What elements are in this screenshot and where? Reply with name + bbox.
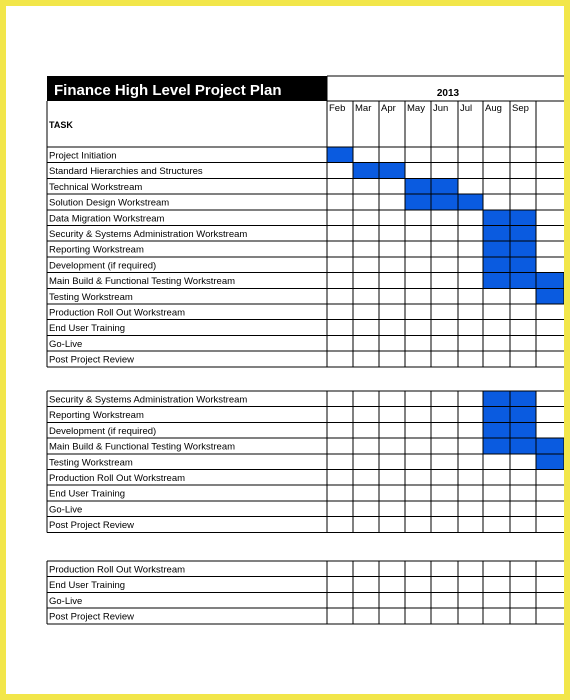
gantt-bar bbox=[510, 257, 536, 273]
month-header: Apr bbox=[381, 103, 396, 114]
gantt-bar bbox=[327, 147, 353, 163]
gantt-bar bbox=[536, 288, 564, 304]
task-label: Testing Workstream bbox=[49, 291, 133, 303]
task-label: Main Build & Functional Testing Workstream bbox=[49, 441, 236, 453]
task-label: Data Migration Workstream bbox=[49, 213, 165, 225]
gantt-bar bbox=[431, 194, 458, 210]
task-label: Reporting Workstream bbox=[49, 244, 144, 256]
gantt-bar bbox=[510, 391, 536, 407]
task-label: Production Roll Out Workstream bbox=[49, 307, 186, 319]
grid-lines bbox=[47, 76, 564, 624]
gantt-bar bbox=[405, 178, 431, 194]
gantt-bar bbox=[483, 210, 510, 226]
gantt-bar bbox=[483, 407, 510, 423]
task-label: Standard Hierarchies and Structures bbox=[49, 166, 203, 178]
month-header: Sep bbox=[512, 103, 529, 114]
gantt-bar bbox=[483, 391, 510, 407]
task-label: Testing Workstream bbox=[49, 457, 133, 469]
month-header: Mar bbox=[355, 103, 372, 114]
month-header: Feb bbox=[329, 103, 346, 114]
task-label: Project Initiation bbox=[49, 150, 117, 162]
gantt-bar bbox=[510, 241, 536, 257]
task-label: Security & Systems Administration Workstream bbox=[49, 229, 248, 240]
gantt-bar bbox=[483, 273, 510, 289]
gantt-bar bbox=[458, 194, 483, 210]
task-rows bbox=[49, 151, 247, 623]
gantt-bar bbox=[483, 438, 510, 454]
gantt-chart bbox=[6, 6, 564, 694]
gantt-bar bbox=[379, 163, 405, 179]
task-label: Security & Systems Administration Workstream bbox=[49, 394, 248, 406]
gantt-bar bbox=[536, 273, 564, 289]
month-header: Jul bbox=[460, 103, 473, 114]
task-label: Post Project Review bbox=[49, 354, 135, 366]
gantt-bar bbox=[483, 257, 510, 273]
task-label: Go-Live bbox=[49, 595, 83, 607]
spreadsheet-page bbox=[6, 6, 564, 694]
gantt-bar bbox=[483, 422, 510, 438]
gantt-bar bbox=[483, 241, 510, 257]
gantt-bar bbox=[510, 210, 536, 226]
task-column-header: TASK bbox=[49, 120, 73, 130]
gantt-bar bbox=[536, 438, 564, 454]
task-label: Production Roll Out Workstream bbox=[49, 564, 186, 576]
gantt-bar bbox=[353, 163, 379, 179]
month-header: Jun bbox=[433, 103, 449, 114]
month-headers bbox=[329, 103, 529, 114]
task-label: Solution Design Workstream bbox=[49, 197, 170, 209]
task-label: Development (if required) bbox=[49, 425, 157, 437]
gantt-bar bbox=[483, 226, 510, 242]
gantt-bar bbox=[510, 422, 536, 438]
year-label: 2013 bbox=[436, 88, 460, 99]
task-label: Go-Live bbox=[49, 504, 83, 516]
task-label: Post Project Review bbox=[49, 611, 135, 623]
task-label: Technical Workstream bbox=[49, 181, 143, 193]
gantt-bar bbox=[510, 438, 536, 454]
task-label: Development (if required) bbox=[49, 260, 157, 272]
task-label: End User Training bbox=[49, 488, 126, 500]
task-label: Production Roll Out Workstream bbox=[49, 473, 186, 484]
month-header: Aug bbox=[485, 103, 502, 114]
task-label: Main Build & Functional Testing Workstream bbox=[49, 276, 236, 288]
gantt-bars bbox=[327, 147, 564, 470]
month-header: May bbox=[407, 103, 425, 114]
gantt-bar bbox=[510, 407, 536, 423]
gantt-bar bbox=[405, 194, 431, 210]
gantt-bar bbox=[510, 273, 536, 289]
page-title: Finance High Level Project Plan bbox=[54, 82, 282, 99]
task-label: Post Project Review bbox=[49, 520, 135, 532]
task-label: End User Training bbox=[49, 323, 126, 335]
task-label: Reporting Workstream bbox=[49, 410, 144, 422]
gantt-bar bbox=[431, 178, 458, 194]
gantt-bar bbox=[536, 454, 564, 470]
gantt-bar bbox=[510, 226, 536, 242]
task-label: End User Training bbox=[49, 580, 126, 592]
task-label: Go-Live bbox=[49, 338, 83, 350]
